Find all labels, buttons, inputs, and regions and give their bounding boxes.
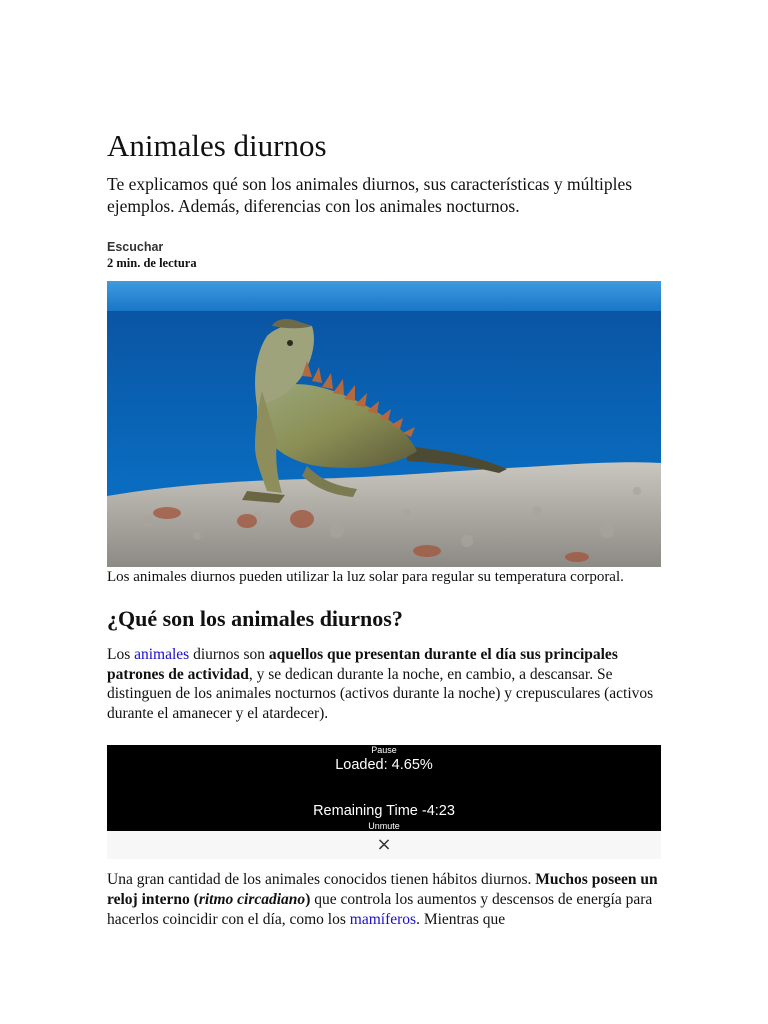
link-animales[interactable]: animales — [134, 646, 190, 663]
image-caption: Los animales diurnos pueden utilizar la luz solar para regular su temperatura corporal. — [107, 569, 624, 585]
bold-run: aquellos que presentan durante el día sus principales patrones de actividad — [107, 646, 618, 683]
read-time: 2 min. de lectura — [107, 256, 197, 270]
iguana-photo — [107, 281, 661, 567]
close-icon[interactable]: × — [376, 834, 392, 855]
text-run: . Mientras que — [416, 911, 506, 928]
pause-button[interactable]: Pause — [371, 745, 397, 755]
text-run: Una gran cantidad de los animales conocidos tienen hábitos diurnos. — [107, 871, 536, 888]
text-run: Muchos poseen un reloj interno ( — [107, 871, 658, 908]
paragraph-2 — [107, 870, 661, 930]
text-run: diurnos son — [189, 646, 269, 663]
text-run: , y se dedican durante la noche, en cambio, a descansar. Se distinguen de los animales nocturnos (activos durante la noche) y crepusculares (activos durante el amanecer y el atardecer). — [107, 665, 654, 722]
loaded-status: Loaded: 4.65% — [335, 757, 433, 773]
article-subtitle: Te explicamos qué son los animales diurnos, sus características y múltiples ejemplos. Además, diferencias con los animales nocturnos. — [107, 174, 633, 216]
text-run: que controla los aumentos y descensos de energía para hacerlos coincidir con el día, como los — [107, 891, 653, 928]
media-player[interactable] — [107, 745, 661, 831]
unmute-button[interactable]: Unmute — [368, 821, 400, 831]
text-run: ) — [305, 891, 311, 908]
link-mamiferos[interactable]: mamíferos — [349, 911, 417, 928]
player-close-bar — [107, 831, 661, 859]
article-title: Animales diurnos — [107, 128, 327, 163]
text-run: Los — [107, 646, 135, 663]
hero-image — [107, 281, 661, 567]
italic-run: ritmo circadiano — [198, 891, 306, 908]
section-heading: ¿Qué son los animales diurnos? — [107, 606, 403, 631]
listen-button[interactable]: Escuchar — [107, 240, 164, 254]
remaining-time: Remaining Time -4:23 — [313, 803, 455, 819]
paragraph-1 — [107, 645, 661, 723]
